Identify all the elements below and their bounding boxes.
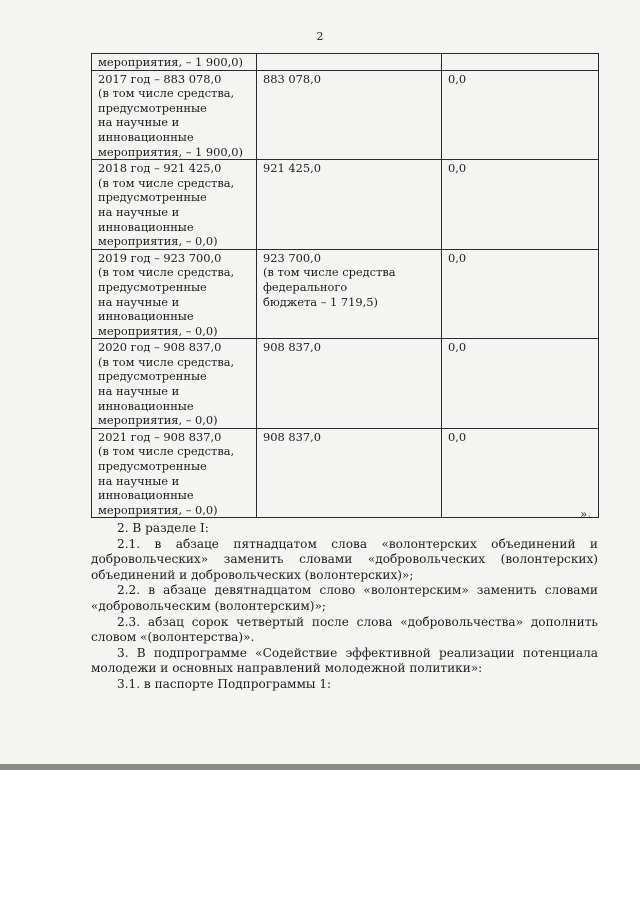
table-row xyxy=(92,70,599,160)
table-row xyxy=(92,428,599,518)
cell-line: 921 425,0 xyxy=(263,161,321,176)
period-cell xyxy=(92,428,257,518)
paragraph: 3.1. в паспорте Подпрограммы 1: xyxy=(117,676,332,691)
funding-table xyxy=(91,53,599,518)
cell-line: 2018 год – 921 425,0 xyxy=(98,161,222,176)
cell-line: 883 078,0 xyxy=(263,71,321,86)
cell-line: предусмотренные xyxy=(98,369,207,384)
table-row xyxy=(92,339,599,429)
cell-line: мероприятия, – 1 900,0) xyxy=(98,55,243,69)
cell-line: на научные и xyxy=(98,294,180,309)
period-cell xyxy=(92,249,257,339)
cell-line: 923 700,0 xyxy=(263,250,321,265)
paragraph: 2.2. в абзаце девятнадцатом слово «волонтерским» заменить словами «добровольческим (волонтерским)»; xyxy=(91,583,598,613)
cell-line: (в том числе средства, xyxy=(98,265,235,280)
other-cell xyxy=(442,70,599,160)
total-cell xyxy=(257,70,442,160)
other-cell xyxy=(442,160,599,250)
cell-line: (в том числе средства, xyxy=(98,86,235,101)
table-row xyxy=(92,160,599,250)
paragraph: 2. В разделе I: xyxy=(117,521,209,535)
total-cell xyxy=(257,249,442,339)
cell-line: 908 837,0 xyxy=(263,340,321,355)
other-cell xyxy=(442,54,599,71)
cell-line: 2021 год – 908 837,0 xyxy=(98,429,222,444)
cell-line: инновационные xyxy=(98,488,194,503)
cell-line: (в том числе средства, xyxy=(98,175,235,190)
paragraph: 2.3. абзац сорок четвертый после слова «добровольчества» дополнить словом «(волонтерства)». xyxy=(91,614,598,645)
cell-line: инновационные xyxy=(98,398,194,413)
cell-line: мероприятия, – 0,0) xyxy=(98,323,218,338)
period-cell xyxy=(92,160,257,250)
period-cell xyxy=(92,70,257,160)
cell-line: на научные и xyxy=(98,473,180,488)
cell-line: мероприятия, – 0,0) xyxy=(98,234,218,249)
scan-edge xyxy=(0,764,640,770)
cell-line: на научные и xyxy=(98,384,180,399)
cell-line: 2019 год – 923 700,0 xyxy=(98,250,222,265)
total-cell xyxy=(257,54,442,71)
table-row xyxy=(92,249,599,339)
period-cell xyxy=(92,54,257,71)
other-cell xyxy=(442,339,599,429)
cell-line: 0,0 xyxy=(448,161,467,176)
cell-line: 908 837,0 xyxy=(263,429,321,444)
total-cell xyxy=(257,428,442,518)
page-number: 2 xyxy=(316,30,324,43)
table-row xyxy=(92,54,599,71)
cell-line: мероприятия, – 0,0) xyxy=(98,413,218,428)
total-cell xyxy=(257,339,442,429)
other-cell xyxy=(442,428,599,518)
closing-quote: ». xyxy=(580,507,592,521)
cell-line: инновационные xyxy=(98,129,194,144)
cell-line: мероприятия, – 0,0) xyxy=(98,502,218,517)
cell-line: (в том числе средства, xyxy=(98,354,235,369)
cell-line: бюджета – 1 719,5) xyxy=(263,294,378,309)
cell-line: инновационные xyxy=(98,219,194,234)
cell-line: 0,0 xyxy=(448,340,467,355)
cell-line: 0,0 xyxy=(448,250,467,265)
paragraph: 2.1. в абзаце пятнадцатом слова «волонтерских объединений и добровольческих» заменить словами «добровольческих (волонтерских) объединений и добровольческих (волонтерских)»; xyxy=(91,536,598,582)
cell-line: 0,0 xyxy=(448,71,467,86)
cell-line: 2017 год – 883 078,0 xyxy=(98,71,222,86)
cell-line: федерального xyxy=(263,279,348,294)
cell-line: (в том числе средства, xyxy=(98,444,235,459)
cell-line: (в том числе средства xyxy=(263,265,396,280)
other-cell xyxy=(442,249,599,339)
cell-line: предусмотренные xyxy=(98,279,207,294)
cell-line: предусмотренные xyxy=(98,100,207,115)
cell-line: 2020 год – 908 837,0 xyxy=(98,340,222,355)
period-cell xyxy=(92,339,257,429)
cell-line: мероприятия, – 1 900,0) xyxy=(98,144,243,159)
paragraph: 3. В подпрограмме «Содействие эффективной реализации потенциала молодежи и основных направлений молодежной политики»: xyxy=(91,645,598,676)
cell-line: предусмотренные xyxy=(98,459,207,474)
cell-line: 0,0 xyxy=(448,429,467,444)
cell-line: на научные и xyxy=(98,204,180,219)
cell-line: предусмотренные xyxy=(98,190,207,205)
amendment-text xyxy=(91,521,598,693)
cell-line: на научные и xyxy=(98,115,180,130)
cell-line: инновационные xyxy=(98,309,194,324)
total-cell xyxy=(257,160,442,250)
